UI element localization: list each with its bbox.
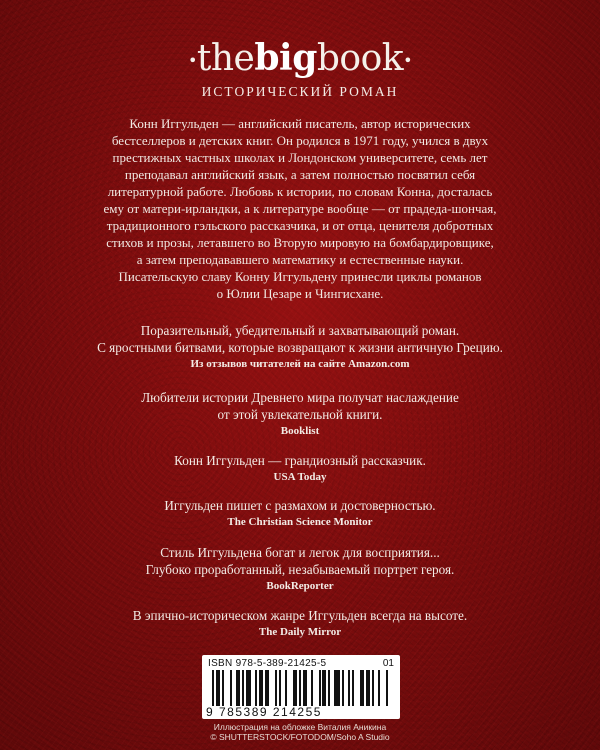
review-source: The Christian Science Monitor [227,516,373,528]
credit-line: Иллюстрация на обложке Виталия Аникина [213,722,387,732]
review-booklist [40,389,560,439]
bio-line: престижных частных школах и Лондонском университете, семь лет [112,150,488,165]
cover-credit [0,722,600,742]
series-subtitle: ИСТОРИЧЕСКИЙ РОМАН [201,84,399,99]
review-source: USA Today [273,471,327,483]
author-bio [88,115,512,302]
logo-big: big [254,37,317,79]
bio-line: преподавал английский язык, а затем полностью посвятил себя [124,167,476,182]
review-amazon [40,322,560,372]
barcode-bars [212,670,390,706]
review-csm [40,497,560,530]
isbn-barcode [202,655,400,719]
review-usa-today [40,452,560,485]
isbn-number: ISBN 978-5-389-21425-5 [208,658,327,669]
isbn-addon: 01 [382,658,394,669]
bio-line: традиционного гэльского рассказчика, и от отца, ценителя добротных [106,218,494,233]
logo-the: the [196,38,255,79]
review-source: Booklist [280,425,320,437]
bio-line: Конн Иггульден — английский писатель, автор исторических [129,116,471,131]
logo-dot-left: • [187,51,197,70]
bio-line: ему от матери-ирландки, а к литературе вообще — от прадеда-шончая, [103,201,497,216]
ean-digits: 9 785389 214255 [206,705,322,719]
review-quote: С яростными битвами, которые возвращают к жизни античную Грецию. [97,340,503,355]
review-quote: В эпично-историческом жанре Иггульден всегда на высоте. [132,608,468,623]
review-daily-mirror [40,607,560,640]
review-bookreporter [40,544,560,594]
review-quote: Иггульден пишет с размахом и достоверностью. [164,498,436,513]
bio-line: а затем преподававшего математику и естественные науки. [136,252,464,267]
logo-dot-right: • [403,51,413,70]
review-source: BookReporter [266,580,334,592]
review-source: Из отзывов читателей на сайте Amazon.com [190,358,410,370]
logo-book: book [316,38,404,79]
review-quote: от этой увлекательной книги. [217,407,383,422]
review-quote: Поразительный, убедительный и захватывающий роман. [140,323,460,338]
credit-line: © SHUTTERSTOCK/FOTODOM/Soho A Studio [210,732,390,742]
review-quote: Конн Иггульден — грандиозный рассказчик. [174,453,426,468]
barcode-stripe [388,670,390,706]
bio-line: о Юлии Цезаре и Чингисхане. [216,286,384,301]
bio-line: стихов и прозы, летавшего во Вторую мировую на бомбардировщике, [106,235,494,250]
bio-line: литературной работе. Любовь к истории, по словам Конна, досталась [107,184,493,199]
review-quote: Стиль Иггульдена богат и легок для восприятия... [160,545,440,560]
bio-line: бестселлеров и детских книг. Он родился в 1971 году, учился в двух [111,133,489,148]
review-quote: Любители истории Древнего мира получат наслаждение [141,390,459,405]
review-source: The Daily Mirror [258,626,342,638]
publisher-logo [0,37,600,79]
review-quote: Глубоко проработанный, незабываемый портрет героя. [145,562,455,577]
bio-line: Писательскую славу Конну Иггульдену принесли циклы романов [118,269,482,284]
